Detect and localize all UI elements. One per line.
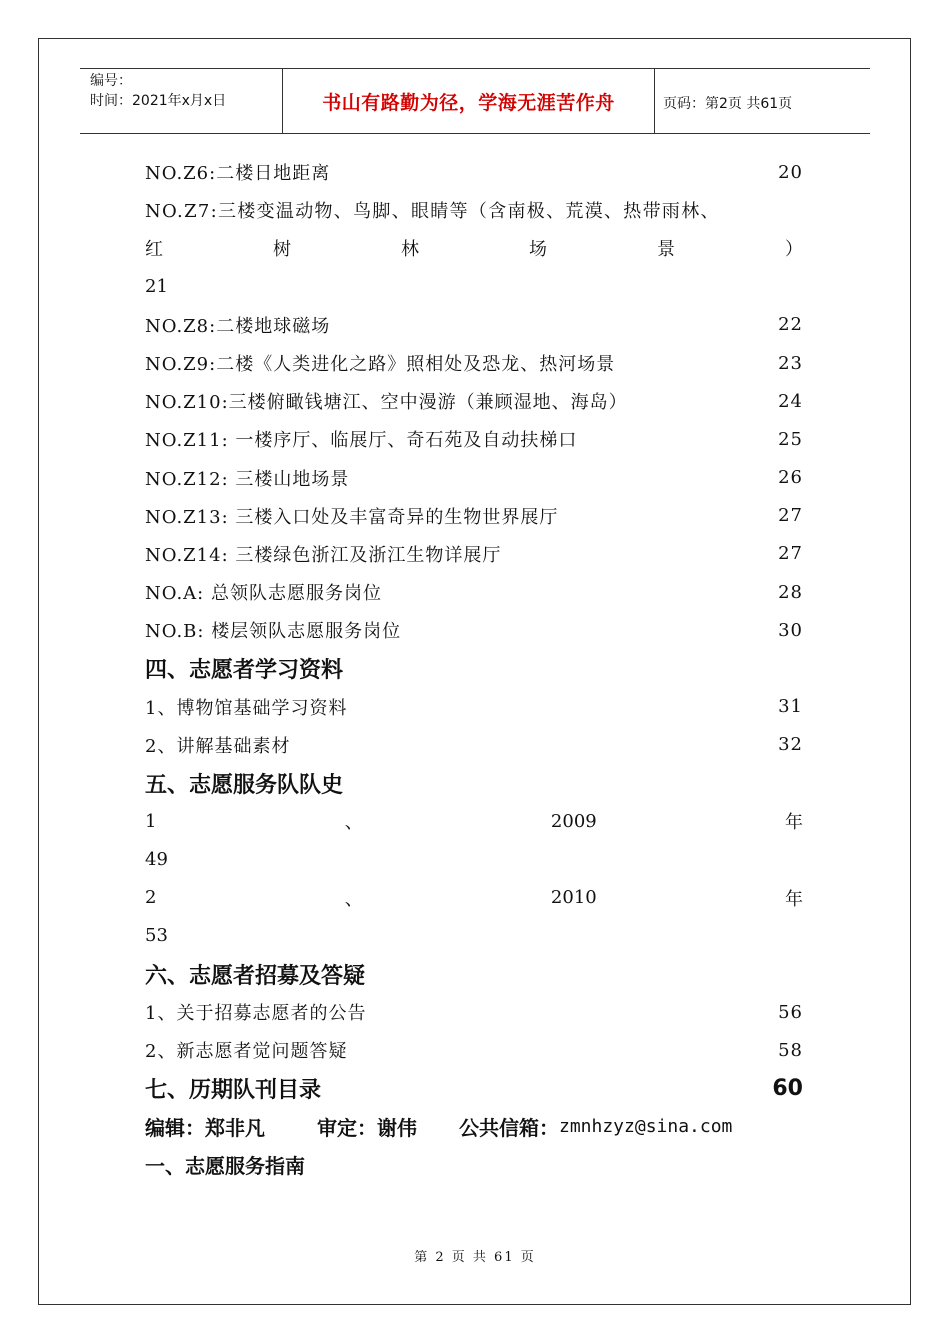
toc-page: 21 bbox=[145, 276, 168, 298]
toc-title: NO.Z10:三楼俯瞰钱塘江、空中漫游（兼顾湿地、海岛） bbox=[145, 392, 628, 414]
toc-page: 31 bbox=[778, 696, 803, 718]
toc-page: 26 bbox=[778, 467, 803, 489]
header-page-info: 页码：第2页 共61页 bbox=[663, 96, 793, 112]
toc-title: NO.Z11: 一楼序厅、临展厅、奇石苑及自动扶梯口 bbox=[145, 430, 578, 452]
email-label: 公共信箱： bbox=[459, 1116, 559, 1141]
code-label: 编号： bbox=[90, 73, 132, 89]
toc-title: NO.A: 总领队志愿服务岗位 bbox=[145, 583, 382, 605]
header-meta bbox=[80, 69, 283, 133]
toc-row bbox=[145, 1031, 803, 1069]
toc-page: 28 bbox=[778, 581, 803, 603]
section-heading-1 bbox=[145, 1146, 803, 1184]
toc-page: 24 bbox=[778, 390, 803, 412]
toc-row bbox=[145, 535, 803, 573]
toc-row bbox=[145, 153, 803, 191]
toc-part: 、 bbox=[344, 812, 363, 834]
section-page: 60 bbox=[772, 1076, 803, 1102]
section-title: 四、志愿者学习资料 bbox=[145, 658, 344, 684]
toc-row bbox=[145, 420, 803, 458]
toc-title: NO.Z14: 三楼绿色浙江及浙江生物详展厅 bbox=[145, 544, 502, 566]
section-title: 六、志愿者招募及答疑 bbox=[145, 963, 366, 989]
toc-title: 2、新志愿者觉问题答疑 bbox=[145, 1041, 348, 1063]
toc-title: 1、关于招募志愿者的公告 bbox=[145, 1003, 367, 1025]
toc-part: 树 bbox=[273, 239, 291, 261]
toc-row-z7-page bbox=[145, 268, 803, 306]
toc-page: 53 bbox=[145, 925, 168, 947]
toc-page: 22 bbox=[778, 314, 803, 336]
toc-page: 27 bbox=[778, 543, 803, 565]
toc-title: NO.Z7:三楼变温动物、鸟脚、眼睛等（含南极、荒漠、热带雨林、 bbox=[145, 201, 720, 223]
toc-title: NO.Z13: 三楼入口处及丰富奇异的生物世界展厅 bbox=[145, 506, 559, 528]
toc-title: 1、博物馆基础学习资料 bbox=[145, 697, 348, 719]
toc-part: 、 bbox=[344, 888, 363, 910]
email-address[interactable]: zmnhzyz@sina.com bbox=[559, 1116, 733, 1138]
toc-title: 2、讲解基础素材 bbox=[145, 735, 291, 757]
toc-row-history-1-page bbox=[145, 840, 803, 878]
toc-part: 年 bbox=[784, 812, 803, 834]
toc-title: NO.B: 楼层领队志愿服务岗位 bbox=[145, 621, 402, 643]
toc-part: 红 bbox=[145, 239, 163, 261]
toc-row-z7-line1 bbox=[145, 191, 803, 229]
toc-row bbox=[145, 497, 803, 535]
toc-part: 2 bbox=[145, 887, 157, 909]
toc-row bbox=[145, 306, 803, 344]
motto: 书山有路勤为径，学海无涯苦作舟 bbox=[322, 91, 615, 114]
section-title: 一、志愿服务指南 bbox=[145, 1154, 305, 1179]
toc-title: NO.Z8:二楼地球磁场 bbox=[145, 315, 331, 337]
toc-page: 23 bbox=[778, 352, 803, 374]
toc-page: 49 bbox=[145, 848, 168, 870]
toc-page: 20 bbox=[778, 161, 803, 183]
toc-part: 林 bbox=[401, 239, 419, 261]
section-heading-5 bbox=[145, 764, 803, 802]
toc-row bbox=[145, 344, 803, 382]
toc-row bbox=[145, 382, 803, 420]
toc-part: 景 bbox=[657, 239, 675, 261]
toc-row-history-1 bbox=[145, 802, 803, 840]
toc-row-history-2 bbox=[145, 879, 803, 917]
toc-page: 25 bbox=[778, 428, 803, 450]
toc-part: 场 bbox=[529, 239, 547, 261]
section-title: 五、志愿服务队队史 bbox=[145, 772, 344, 798]
toc-row bbox=[145, 726, 803, 764]
date-label: 时间：2021年x月x日 bbox=[90, 93, 227, 109]
toc-part: 年 bbox=[784, 888, 803, 910]
editor-line bbox=[145, 1108, 803, 1146]
header-motto-cell bbox=[283, 69, 655, 133]
section-heading-7 bbox=[145, 1070, 803, 1108]
page-header bbox=[80, 68, 870, 134]
toc-row-history-2-page bbox=[145, 917, 803, 955]
section-heading-4 bbox=[145, 649, 803, 687]
toc-part: 2009 bbox=[550, 810, 597, 832]
toc-row bbox=[145, 573, 803, 611]
toc-row bbox=[145, 688, 803, 726]
toc-page: 58 bbox=[778, 1039, 803, 1061]
toc-page: 30 bbox=[778, 619, 803, 641]
page-footer: 第 2 页 共 61 页 bbox=[414, 1250, 536, 1265]
toc-title: NO.Z12: 三楼山地场景 bbox=[145, 468, 350, 490]
reviewer-label: 审定：谢伟 bbox=[317, 1116, 417, 1141]
toc-row-z7-line2 bbox=[145, 229, 803, 267]
toc-title: NO.Z6:二楼日地距离 bbox=[145, 163, 331, 185]
toc-page: 56 bbox=[778, 1001, 803, 1023]
toc-page: 27 bbox=[778, 505, 803, 527]
toc-part: ） bbox=[785, 239, 803, 261]
table-of-contents bbox=[145, 153, 803, 1184]
toc-title: NO.Z9:二楼《人类进化之路》照相处及恐龙、热河场景 bbox=[145, 354, 616, 376]
section-heading-6 bbox=[145, 955, 803, 993]
toc-row bbox=[145, 611, 803, 649]
toc-page: 32 bbox=[778, 734, 803, 756]
toc-part: 1 bbox=[145, 810, 157, 832]
toc-row bbox=[145, 459, 803, 497]
editor-label: 编辑：郑非凡 bbox=[145, 1116, 265, 1141]
toc-part: 2010 bbox=[550, 887, 597, 909]
toc-row bbox=[145, 993, 803, 1031]
section-title: 七、历期队刊目录 bbox=[145, 1078, 322, 1104]
